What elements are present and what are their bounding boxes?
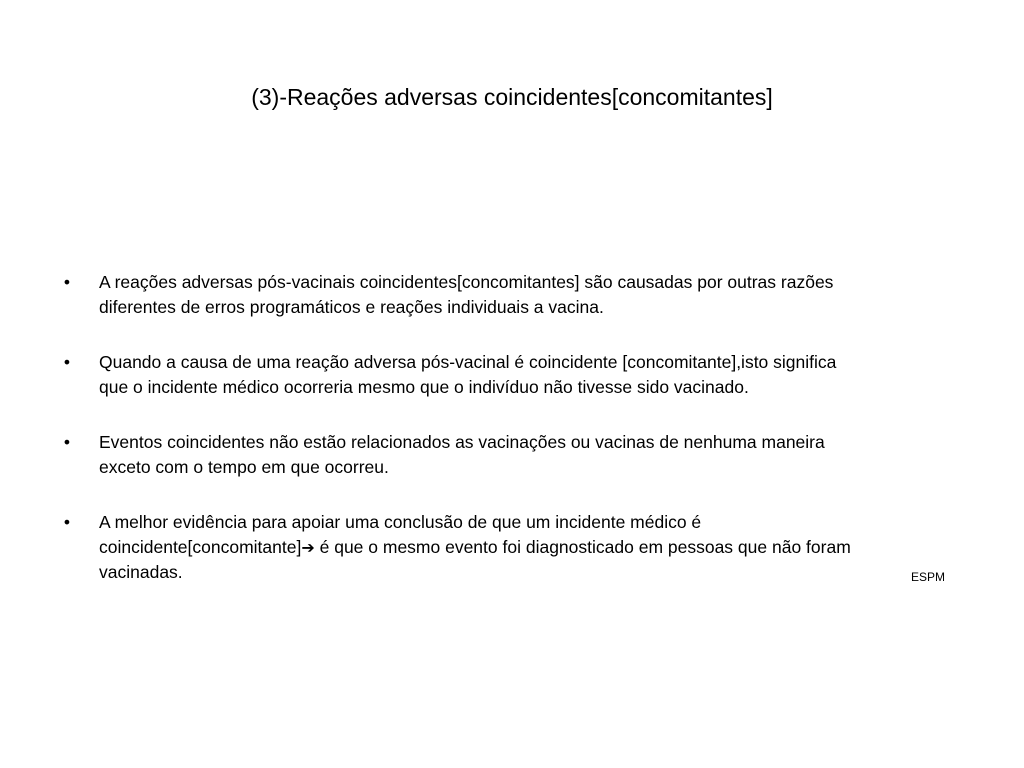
slide-title: (3)-Reações adversas coincidentes[concomitantes] [251,84,773,110]
footer-label: ESPM [911,570,946,584]
bullet-text-after-arrow: é que o mesmo evento foi diagnosticado em pessoas que não foram vacinadas. [99,536,851,582]
bullet-item [0,430,1024,479]
bullet-text-before-arrow: A melhor evidência para apoiar uma conclusão de que um incidente médico é coincidente[concomitante] [99,512,702,557]
bullet-marker: • [63,432,71,452]
bullet-marker: • [63,352,71,372]
bullet-text: A reações adversas pós-vacinais coincidentes[concomitantes] são causadas por outras razões diferentes de erros programáticos e reações individuais a vacina. [99,272,834,317]
bullet-list [0,270,1024,616]
bullet-text: Eventos coincidentes não estão relacionados as vacinações ou vacinas de nenhuma maneira exceto com o tempo em que ocorreu. [99,432,825,477]
bullet-marker: • [63,512,71,532]
bullet-item [0,510,1024,585]
bullet-marker: • [63,272,71,292]
bullet-text [99,512,851,582]
arrow-right-icon: ➔ [301,537,315,557]
bullet-text: Quando a causa de uma reação adversa pós-vacinal é coincidente [concomitante],isto significa que o incidente médico ocorreria mesmo que o indivíduo não tivesse sido vacinado. [99,352,837,397]
bullet-item [0,270,1024,319]
bullet-item [0,350,1024,399]
